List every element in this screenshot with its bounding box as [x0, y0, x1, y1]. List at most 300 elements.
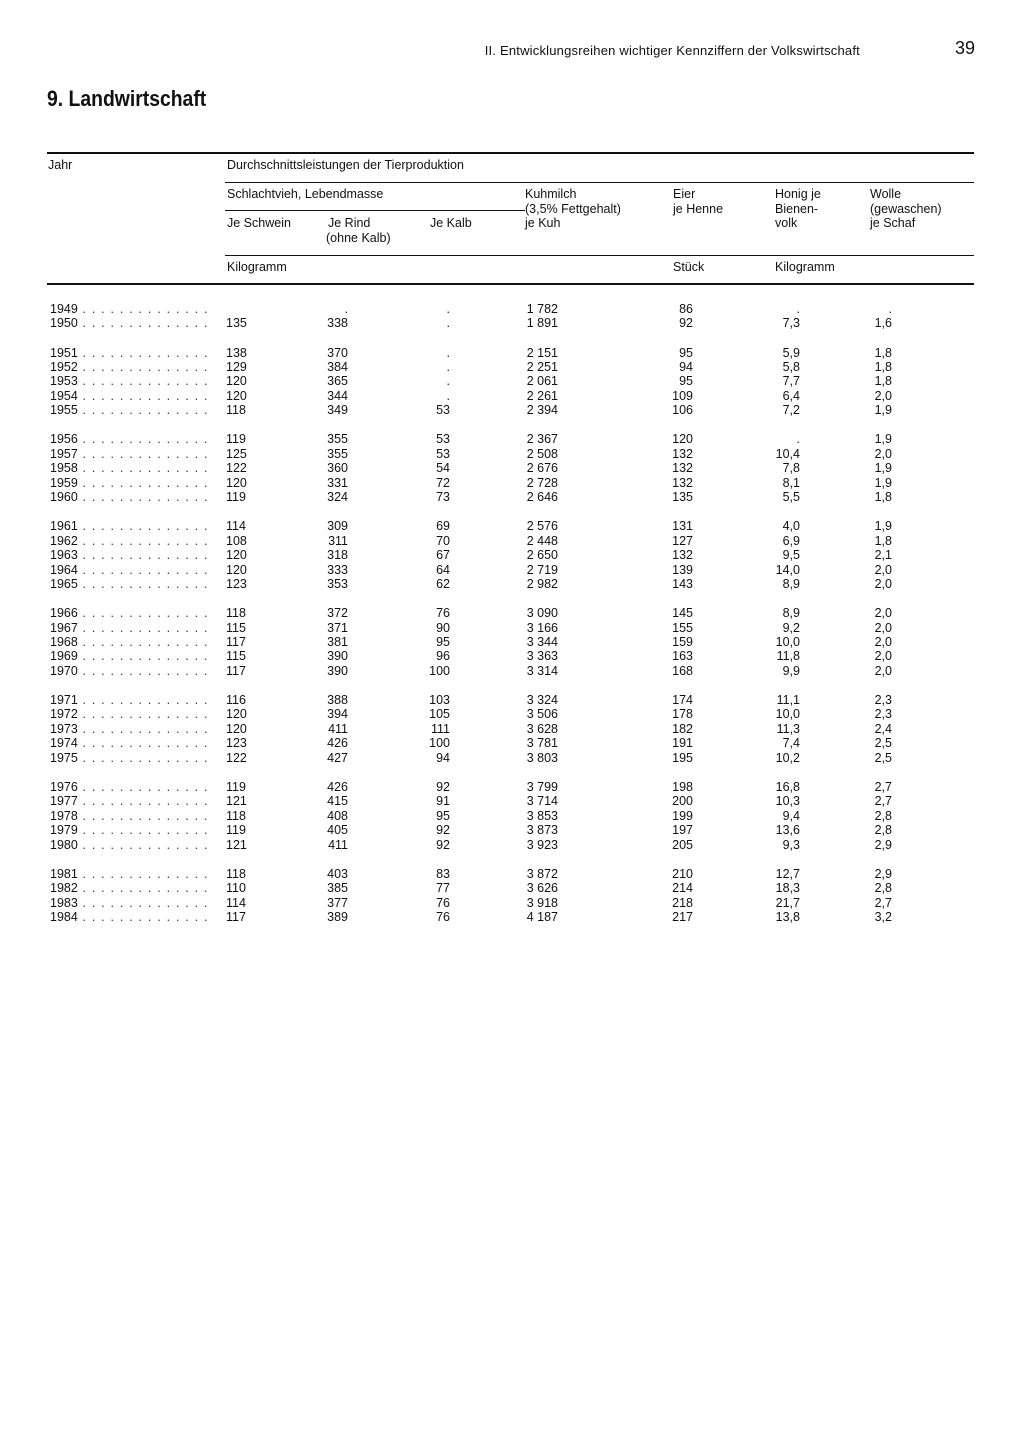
- leader-dots: . . . . . . . . . . . . . .: [77, 881, 209, 895]
- header-jahr: Jahr: [48, 158, 73, 172]
- cell-je-rind: 355: [327, 432, 348, 447]
- cell-honig: 9,4: [782, 808, 800, 823]
- cell-honig: .: [796, 432, 800, 447]
- cell-eier: 131: [672, 519, 693, 534]
- cell-kuhmilch: 1 891: [526, 316, 558, 331]
- cell-kuhmilch: 2 367: [526, 432, 558, 447]
- cell-jahr: [50, 360, 209, 375]
- jahr-value: 1961: [50, 519, 78, 534]
- cell-je-rind: 355: [327, 446, 348, 461]
- cell-je-schwein: 120: [226, 707, 247, 722]
- cell-eier: 94: [679, 360, 693, 374]
- table-row: [0, 606, 1024, 621]
- jahr-value: 1972: [50, 707, 78, 722]
- header-kuhmilch-fett: (3,5% Fettgehalt): [525, 202, 621, 216]
- cell-wolle: 2,5: [874, 750, 892, 765]
- cell-je-rind: 390: [327, 663, 348, 678]
- cell-jahr: [50, 750, 209, 766]
- jahr-value: 1982: [50, 881, 78, 895]
- jahr-value: 1977: [50, 794, 78, 809]
- header-wolle-gewaschen: (gewaschen): [870, 202, 942, 216]
- cell-honig: 7,4: [782, 736, 800, 751]
- cell-jahr: [50, 577, 209, 592]
- cell-kuhmilch: 2 061: [526, 374, 558, 389]
- leader-dots: . . . . . . . . . . . . . .: [77, 910, 209, 924]
- cell-je-kalb: .: [446, 374, 450, 389]
- cell-kuhmilch: 2 646: [526, 490, 558, 505]
- cell-wolle: 2,9: [874, 837, 892, 852]
- cell-honig: 5,9: [782, 345, 800, 360]
- leader-dots: . . . . . . . . . . . . . .: [77, 750, 209, 765]
- cell-kuhmilch: 2 728: [526, 475, 558, 490]
- group-rule: [225, 182, 974, 183]
- cell-je-schwein: 121: [226, 837, 247, 852]
- cell-je-rind: 411: [328, 837, 348, 852]
- header-je-schwein: Je Schwein: [227, 216, 291, 230]
- leader-dots: . . . . . . . . . . . . . .: [77, 533, 209, 548]
- cell-jahr: [50, 692, 209, 708]
- cell-je-rind: 338: [327, 316, 348, 331]
- cell-kuhmilch: 2 576: [526, 519, 558, 534]
- jahr-value: 1968: [50, 634, 78, 649]
- cell-honig: 6,4: [782, 388, 800, 403]
- cell-je-schwein: 119: [226, 823, 246, 838]
- cell-wolle: 2,0: [874, 606, 892, 620]
- table-row: [0, 780, 1024, 795]
- cell-je-schwein: 118: [226, 808, 246, 823]
- cell-je-kalb: 90: [436, 620, 450, 635]
- jahr-value: 1959: [50, 475, 78, 490]
- cell-je-kalb: 76: [436, 910, 450, 924]
- cell-je-schwein: 120: [226, 475, 247, 490]
- cell-je-kalb: 94: [436, 750, 450, 765]
- cell-honig: .: [796, 302, 800, 316]
- cell-eier: 174: [672, 692, 693, 707]
- cell-je-schwein: 121: [226, 794, 247, 809]
- leader-dots: . . . . . . . . . . . . . .: [77, 823, 209, 838]
- cell-wolle: 2,0: [874, 649, 892, 664]
- cell-je-rind: 333: [327, 562, 348, 577]
- cell-honig: 8,9: [782, 606, 800, 620]
- cell-je-kalb: 96: [436, 649, 450, 664]
- cell-jahr: [50, 490, 209, 505]
- cell-wolle: 2,0: [874, 620, 892, 635]
- cell-je-kalb: 53: [436, 432, 450, 447]
- cell-eier: 155: [672, 620, 693, 635]
- cell-je-schwein: 135: [226, 316, 247, 331]
- cell-je-kalb: 76: [436, 895, 450, 910]
- cell-jahr: [50, 620, 209, 636]
- cell-jahr: [50, 881, 209, 896]
- cell-wolle: 1,9: [874, 432, 892, 447]
- cell-honig: 9,3: [782, 837, 800, 852]
- header-eier: Eier: [673, 187, 696, 201]
- cell-kuhmilch: 1 782: [526, 302, 558, 316]
- cell-jahr: [50, 721, 209, 737]
- header-wolle: Wolle: [870, 187, 902, 201]
- cell-wolle: 1,6: [874, 316, 892, 331]
- cell-jahr: [50, 707, 209, 722]
- cell-kuhmilch: 3 090: [526, 606, 558, 620]
- cell-eier: 132: [672, 548, 693, 563]
- cell-je-rind: 388: [327, 692, 348, 707]
- leader-dots: . . . . . . . . . . . . . .: [77, 490, 209, 505]
- cell-eier: 210: [672, 866, 693, 881]
- page-number: 39: [955, 38, 976, 58]
- cell-kuhmilch: 3 166: [526, 620, 558, 635]
- cell-kuhmilch: 3 918: [526, 895, 558, 910]
- jahr-value: 1966: [50, 606, 78, 620]
- cell-je-kalb: .: [446, 345, 450, 360]
- cell-kuhmilch: 3 628: [526, 721, 558, 736]
- cell-honig: 11,1: [776, 692, 800, 707]
- cell-honig: 10,4: [775, 446, 800, 461]
- cell-eier: 145: [672, 606, 693, 620]
- cell-eier: 198: [672, 779, 693, 794]
- cell-je-schwein: 138: [226, 345, 247, 360]
- header-schlachtvieh: Schlachtvieh, Lebendmasse: [227, 187, 384, 201]
- jahr-value: 1963: [50, 548, 78, 563]
- cell-je-kalb: 53: [436, 446, 450, 461]
- cell-honig: 8,1: [782, 475, 800, 490]
- cell-je-schwein: 117: [226, 910, 246, 924]
- cell-je-rind: 384: [327, 360, 348, 374]
- cell-wolle: 2,0: [874, 446, 892, 461]
- cell-kuhmilch: 3 873: [526, 823, 558, 838]
- header-je-rind: Je Rind: [328, 216, 371, 230]
- cell-kuhmilch: 3 853: [526, 808, 558, 823]
- cell-honig: 8,9: [782, 577, 800, 591]
- cell-eier: 200: [672, 794, 693, 809]
- leader-dots: . . . . . . . . . . . . . .: [77, 374, 209, 389]
- cell-eier: 163: [672, 649, 693, 664]
- cell-je-kalb: 53: [436, 403, 450, 418]
- cell-kuhmilch: 3 324: [526, 692, 558, 707]
- table-row: [0, 476, 1024, 491]
- leader-dots: . . . . . . . . . . . . . .: [77, 620, 209, 635]
- leader-dots: . . . . . . . . . . . . . .: [77, 446, 209, 461]
- cell-eier: 127: [672, 533, 693, 548]
- jahr-value: 1984: [50, 910, 78, 924]
- table-row: [0, 563, 1024, 578]
- table-row: [0, 809, 1024, 824]
- cell-kuhmilch: 2 982: [526, 577, 558, 591]
- cell-je-kalb: 72: [436, 475, 450, 490]
- table-row: [0, 360, 1024, 375]
- cell-je-kalb: .: [446, 388, 450, 403]
- cell-kuhmilch: 3 363: [526, 649, 558, 664]
- cell-je-kalb: 62: [436, 577, 450, 591]
- cell-je-rind: .: [344, 302, 348, 316]
- cell-eier: 132: [672, 446, 693, 461]
- cell-wolle: 2,3: [874, 707, 892, 722]
- cell-eier: 86: [679, 302, 693, 316]
- cell-je-schwein: 110: [226, 881, 246, 895]
- cell-je-kalb: 67: [436, 548, 450, 563]
- cell-je-rind: 311: [328, 533, 348, 548]
- section-title: 9. Landwirtschaft: [47, 86, 207, 111]
- jahr-value: 1974: [50, 736, 78, 751]
- cell-wolle: 1,8: [874, 360, 892, 374]
- cell-jahr: [50, 837, 209, 853]
- cell-je-kalb: 64: [436, 562, 450, 577]
- cell-eier: 132: [672, 461, 693, 476]
- cell-je-schwein: 122: [226, 750, 247, 765]
- jahr-value: 1954: [50, 388, 78, 403]
- cell-wolle: 2,8: [874, 823, 892, 838]
- cell-wolle: 1,9: [874, 475, 892, 490]
- cell-jahr: [50, 519, 209, 534]
- cell-wolle: 2,0: [874, 388, 892, 403]
- cell-wolle: 2,7: [874, 794, 892, 809]
- cell-je-rind: 331: [327, 475, 348, 490]
- cell-eier: 214: [672, 881, 693, 895]
- leader-dots: . . . . . . . . . . . . . .: [77, 808, 209, 823]
- leader-dots: . . . . . . . . . . . . . .: [77, 432, 209, 447]
- cell-je-kalb: 100: [429, 736, 450, 751]
- leader-dots: . . . . . . . . . . . . . .: [77, 360, 209, 374]
- cell-je-kalb: 54: [436, 461, 450, 476]
- cell-je-kalb: 103: [429, 692, 450, 707]
- cell-je-rind: 426: [327, 779, 348, 794]
- leader-dots: . . . . . . . . . . . . . .: [77, 794, 209, 809]
- running-header: II. Entwicklungsreihen wichtiger Kennziffern der Volkswirtschaft: [484, 43, 860, 58]
- table-row: [0, 649, 1024, 664]
- cell-honig: 10,0: [775, 707, 800, 722]
- cell-jahr: [50, 388, 209, 404]
- cell-je-rind: 309: [327, 519, 348, 534]
- cell-je-kalb: .: [446, 316, 450, 331]
- cell-je-rind: 349: [327, 403, 348, 418]
- jahr-value: 1967: [50, 620, 78, 635]
- table-row: [0, 447, 1024, 462]
- cell-je-schwein: 125: [226, 446, 247, 461]
- cell-kuhmilch: 2 508: [526, 446, 558, 461]
- cell-je-rind: 427: [327, 750, 348, 765]
- table-row: [0, 838, 1024, 853]
- cell-honig: 18,3: [775, 881, 800, 895]
- jahr-value: 1976: [50, 779, 78, 794]
- cell-jahr: [50, 432, 209, 447]
- cell-honig: 10,2: [775, 750, 800, 765]
- table-row: [0, 461, 1024, 476]
- cell-je-schwein: 129: [226, 360, 247, 374]
- jahr-value: 1962: [50, 533, 78, 548]
- cell-je-schwein: 119: [226, 432, 246, 447]
- table-row: [0, 736, 1024, 751]
- cell-je-kalb: 95: [436, 808, 450, 823]
- cell-eier: 168: [672, 663, 693, 678]
- cell-jahr: [50, 663, 209, 679]
- leader-dots: . . . . . . . . . . . . . .: [77, 562, 209, 577]
- table-row: [0, 490, 1024, 505]
- cell-wolle: 2,0: [874, 634, 892, 649]
- cell-wolle: 2,7: [874, 779, 892, 794]
- cell-honig: 5,5: [782, 490, 800, 505]
- unit-kilogramm: Kilogramm: [227, 260, 287, 274]
- cell-je-rind: 353: [327, 577, 348, 591]
- cell-je-kalb: 111: [430, 721, 450, 736]
- table-row: [0, 403, 1024, 418]
- cell-je-schwein: 123: [226, 736, 247, 751]
- cell-kuhmilch: 3 781: [526, 736, 558, 751]
- unit-kilogramm-2: Kilogramm: [775, 260, 835, 274]
- cell-je-schwein: 114: [226, 519, 246, 534]
- cell-jahr: [50, 606, 209, 621]
- jahr-value: 1958: [50, 461, 78, 476]
- header-bottom-rule: [47, 283, 974, 285]
- cell-je-rind: 408: [327, 808, 348, 823]
- table-row: [0, 910, 1024, 925]
- cell-jahr: [50, 779, 209, 795]
- cell-je-schwein: 116: [226, 692, 246, 707]
- cell-kuhmilch: 2 394: [526, 403, 558, 418]
- cell-honig: 6,9: [782, 533, 800, 548]
- cell-je-rind: 377: [327, 895, 348, 910]
- leader-dots: . . . . . . . . . . . . . .: [77, 548, 209, 563]
- cell-honig: 5,8: [782, 360, 800, 374]
- jahr-value: 1981: [50, 866, 78, 881]
- cell-kuhmilch: 3 872: [526, 866, 558, 881]
- jahr-value: 1955: [50, 403, 78, 418]
- table-row: [0, 389, 1024, 404]
- cell-wolle: 2,3: [874, 692, 892, 707]
- leader-dots: . . . . . . . . . . . . . .: [77, 895, 209, 910]
- cell-eier: 218: [672, 895, 693, 910]
- leader-dots: . . . . . . . . . . . . . .: [77, 707, 209, 722]
- table-row: [0, 823, 1024, 838]
- cell-honig: 9,2: [782, 620, 800, 635]
- cell-jahr: [50, 345, 209, 361]
- leader-dots: . . . . . . . . . . . . . .: [77, 461, 209, 476]
- jahr-value: 1952: [50, 360, 78, 374]
- jahr-value: 1973: [50, 721, 78, 736]
- cell-honig: 9,9: [782, 663, 800, 678]
- schlachtvieh-rule: [225, 210, 525, 211]
- cell-je-kalb: 105: [429, 707, 450, 722]
- cell-je-rind: 385: [327, 881, 348, 895]
- cell-wolle: 2,9: [874, 866, 892, 881]
- cell-eier: 143: [672, 577, 693, 591]
- header-honig-bienen: Bienen-: [775, 202, 819, 216]
- cell-je-kalb: 70: [436, 533, 450, 548]
- cell-je-rind: 390: [327, 649, 348, 664]
- cell-jahr: [50, 895, 209, 911]
- cell-je-schwein: 119: [226, 490, 246, 505]
- table-row: [0, 346, 1024, 361]
- leader-dots: . . . . . . . . . . . . . .: [77, 779, 209, 794]
- cell-honig: 4,0: [782, 519, 800, 534]
- unit-stueck: Stück: [673, 260, 705, 274]
- table-row: [0, 664, 1024, 679]
- cell-honig: 16,8: [775, 779, 800, 794]
- cell-eier: 191: [672, 736, 693, 751]
- cell-kuhmilch: 2 650: [526, 548, 558, 563]
- cell-je-rind: 370: [327, 345, 348, 360]
- table-row: [0, 302, 1024, 317]
- cell-eier: 95: [679, 345, 693, 360]
- cell-jahr: [50, 910, 209, 925]
- cell-wolle: 2,8: [874, 808, 892, 823]
- cell-je-rind: 365: [327, 374, 348, 389]
- cell-eier: 178: [672, 707, 693, 722]
- cell-honig: 7,7: [782, 374, 800, 389]
- cell-jahr: [50, 446, 209, 462]
- table-row: [0, 794, 1024, 809]
- cell-honig: 10,3: [775, 794, 800, 809]
- cell-wolle: 1,9: [874, 461, 892, 476]
- cell-je-schwein: 114: [226, 895, 246, 910]
- cell-kuhmilch: 4 187: [526, 910, 558, 924]
- header-kuhmilch: Kuhmilch: [525, 187, 577, 201]
- jahr-value: 1980: [50, 837, 78, 852]
- cell-kuhmilch: 3 714: [526, 794, 558, 809]
- cell-wolle: 2,0: [874, 663, 892, 678]
- cell-je-kalb: 83: [436, 866, 450, 881]
- leader-dots: . . . . . . . . . . . . . .: [77, 866, 209, 881]
- cell-eier: 92: [679, 316, 693, 331]
- cell-je-schwein: 120: [226, 562, 247, 577]
- cell-eier: 182: [672, 721, 693, 736]
- leader-dots: . . . . . . . . . . . . . .: [77, 606, 209, 620]
- cell-honig: 11,8: [776, 649, 800, 664]
- cell-je-schwein: 118: [226, 866, 246, 881]
- cell-je-schwein: 122: [226, 461, 247, 476]
- table-row: [0, 707, 1024, 722]
- cell-wolle: 2,8: [874, 881, 892, 895]
- jahr-value: 1949: [50, 302, 78, 316]
- leader-dots: . . . . . . . . . . . . . .: [77, 345, 209, 360]
- jahr-value: 1971: [50, 692, 78, 707]
- cell-wolle: 2,0: [874, 577, 892, 591]
- cell-honig: 7,2: [782, 403, 800, 418]
- cell-eier: 109: [672, 388, 693, 403]
- table-row: [0, 693, 1024, 708]
- table-row: [0, 548, 1024, 563]
- table-row: [0, 881, 1024, 896]
- cell-je-schwein: 115: [226, 649, 246, 664]
- cell-je-rind: 405: [327, 823, 348, 838]
- cell-je-kalb: .: [446, 302, 450, 316]
- cell-jahr: [50, 316, 209, 331]
- cell-je-schwein: 120: [226, 388, 247, 403]
- cell-kuhmilch: 2 676: [526, 461, 558, 476]
- cell-wolle: 2,0: [874, 562, 892, 577]
- cell-eier: 195: [672, 750, 693, 765]
- cell-wolle: 2,1: [874, 548, 892, 563]
- table-row: [0, 534, 1024, 549]
- cell-je-rind: 318: [327, 548, 348, 563]
- cell-jahr: [50, 649, 209, 664]
- cell-jahr: [50, 533, 209, 549]
- cell-eier: 159: [672, 634, 693, 649]
- cell-eier: 197: [672, 823, 693, 838]
- cell-wolle: 3,2: [874, 910, 892, 924]
- header-kuhmilch-je-kuh: je Kuh: [525, 216, 561, 230]
- cell-honig: 9,5: [782, 548, 800, 563]
- cell-je-schwein: 123: [226, 577, 247, 591]
- header-honig: Honig je: [775, 187, 821, 201]
- cell-jahr: [50, 374, 209, 389]
- cell-je-kalb: 69: [436, 519, 450, 534]
- cell-jahr: [50, 461, 209, 476]
- cell-wolle: 1,9: [874, 403, 892, 418]
- cell-jahr: [50, 823, 209, 838]
- jahr-value: 1965: [50, 577, 78, 591]
- leader-dots: . . . . . . . . . . . . . .: [77, 837, 209, 852]
- cell-jahr: [50, 866, 209, 882]
- table-row: [0, 635, 1024, 650]
